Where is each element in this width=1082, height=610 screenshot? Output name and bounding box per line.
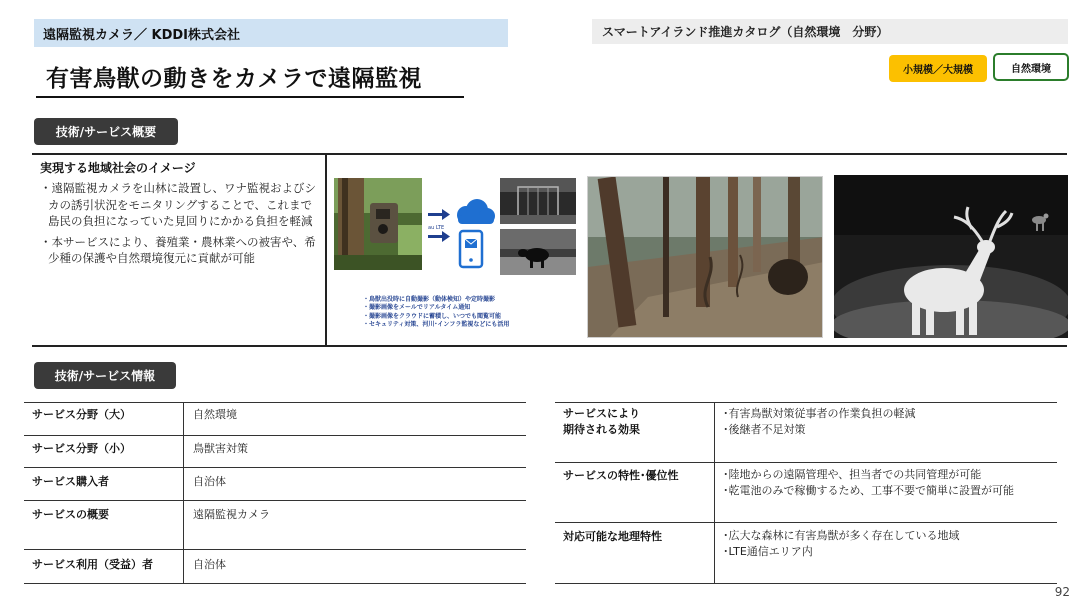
- right-table-rule: [555, 583, 1057, 584]
- table-row-value-line: ･後継者不足対策: [723, 422, 806, 436]
- table-row-value: [723, 528, 960, 559]
- table-row-value-line: ･LTE通信エリア内: [723, 544, 813, 558]
- right-table-divider: [714, 402, 715, 584]
- company-tag: [34, 19, 508, 47]
- table-row-label: サービス分野（小）: [32, 442, 131, 455]
- table-row-label: サービス購入者: [32, 475, 109, 488]
- table-row-label: 対応可能な地理特性: [563, 530, 662, 543]
- table-row-value: 鳥獣害対策: [193, 442, 248, 455]
- network-label: au LTE: [428, 225, 445, 231]
- catalog-label: [592, 19, 1068, 44]
- overview-divider: [325, 153, 327, 346]
- overview-section-label: 技術/サービス概要: [34, 118, 178, 145]
- title-underline: [36, 96, 464, 98]
- diagram-caption: ・セキュリティ対策、河川･インフラ監視などにも活用: [363, 321, 510, 329]
- night-photo-trap-image: [500, 178, 576, 224]
- scale-badge: 小規模／大規模: [889, 55, 987, 82]
- left-table-rule: [24, 500, 526, 501]
- company-tag-text: 遠隔監視カメラ／ KDDI株式会社: [43, 27, 241, 43]
- page-title: 有害鳥獣の動きをカメラで遠隔監視: [46, 66, 422, 92]
- overview-bullets: [40, 180, 320, 271]
- table-row-label: サービスの概要: [32, 508, 109, 521]
- table-row-label-line: 期待される効果: [563, 423, 640, 436]
- table-row-label: [563, 406, 640, 438]
- table-row-value-line: ･陸地からの遠隔管理や、担当者での共同管理が可能: [723, 468, 982, 481]
- table-row-value: 自然環境: [193, 408, 237, 421]
- info-section-label: 技術/サービス情報: [34, 362, 176, 389]
- overview-bottom-rule: [32, 345, 1067, 347]
- catalog-label-text: スマートアイランド推進カタログ（自然環境 分野）: [602, 25, 889, 39]
- table-row-label: サービス分野（大）: [32, 408, 131, 421]
- overview-top-rule: [32, 153, 1067, 155]
- table-row-value: [723, 406, 916, 437]
- left-table-rule: [24, 549, 526, 550]
- table-row-value-line: ･広大な森林に有害鳥獣が多く存在している地域: [723, 529, 960, 542]
- table-row-value: 遠隔監視カメラ: [193, 508, 270, 521]
- diagram-caption: ・鳥獣出没時に自動撮影（動体検知）や定時撮影: [363, 296, 496, 303]
- page-number: 92: [1054, 585, 1070, 599]
- camera-on-tree-image: [334, 178, 422, 270]
- table-row-value: 自治体: [193, 558, 226, 571]
- right-table-rule: [555, 402, 1057, 403]
- cloud-icon: [457, 199, 495, 224]
- table-row-value: 自治体: [193, 475, 226, 488]
- left-table-rule: [24, 467, 526, 468]
- table-row-label: サービスの特性･優位性: [563, 469, 679, 482]
- left-table-divider: [183, 402, 184, 584]
- overview-heading: 実現する地域社会のイメージ: [40, 161, 196, 175]
- table-row-value-line: ･有害鳥獣対策従事者の作業負担の軽減: [723, 407, 916, 420]
- left-table-rule: [24, 402, 526, 403]
- left-table-rule: [24, 583, 526, 584]
- diagram-caption: ・撮影画像をクラウドに蓄積し、いつでも閲覧可能: [363, 312, 502, 320]
- right-table-rule: [555, 462, 1057, 463]
- overview-bullet: ・遠隔監視カメラを山林に設置し、ワナ監視およびシカの誘引状況をモニタリングすることで、これまで島民の負担になっていた見回りにかかる負担を軽減: [40, 181, 316, 228]
- night-photo-boar-image: [500, 229, 576, 275]
- right-table-rule: [555, 522, 1057, 523]
- overview-bullet: ・本サービスにより、養殖業・農林業への被害や、希少種の保護や自然環境復元に貢献が可能: [40, 234, 316, 265]
- field-badge: 自然環境: [993, 53, 1069, 81]
- forest-wildlife-photo: [587, 176, 823, 338]
- left-table-rule: [24, 435, 526, 436]
- table-row-value: [723, 467, 1014, 498]
- table-row-label: サービス利用（受益）者: [32, 558, 153, 571]
- deer-night-photo: [834, 175, 1068, 338]
- smartphone-icon: [460, 231, 482, 267]
- table-row-value-line: ･乾電池のみで稼働するため、工事不要で簡単に設置が可能: [723, 483, 1015, 497]
- diagram-captions: [363, 296, 509, 330]
- table-row-label-line: サービスにより: [563, 407, 640, 420]
- diagram-caption: ・撮影画像をメールでリアルタイム通知: [363, 304, 471, 312]
